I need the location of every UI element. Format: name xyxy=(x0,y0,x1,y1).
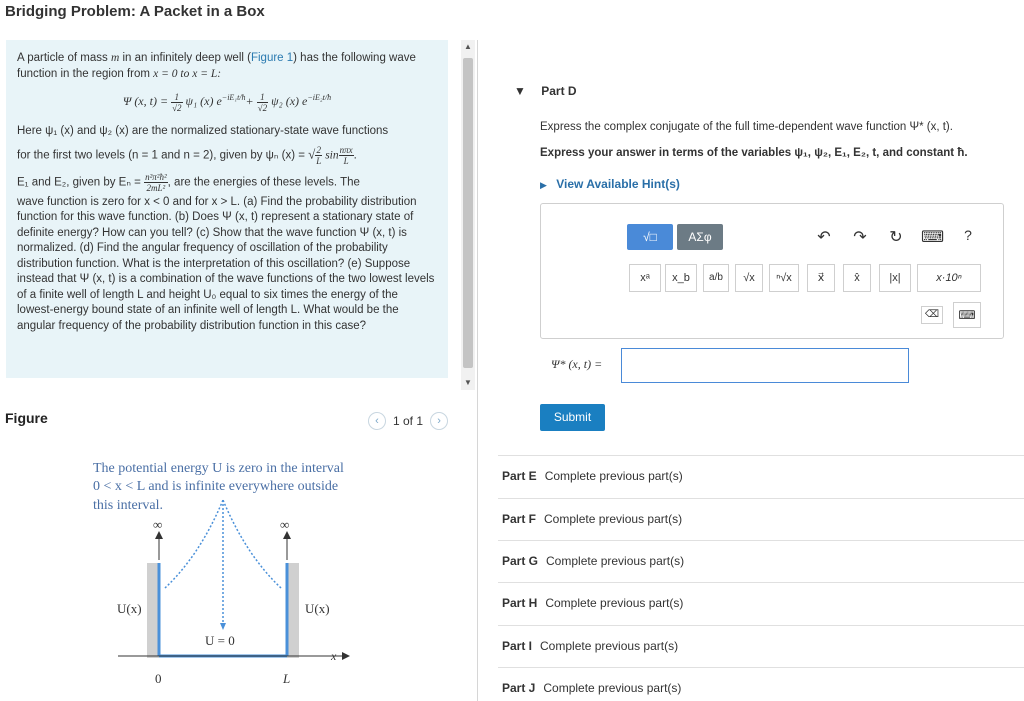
help-icon[interactable]: ? xyxy=(964,227,972,243)
answer-label: Ψ* (x, t) = xyxy=(551,357,603,371)
figure-caption-2: 0 < x < L and is infinite everywhere outside xyxy=(93,479,339,494)
page-title: Bridging Problem: A Packet in a Box xyxy=(5,3,265,20)
backspace-icon[interactable]: ⌫ xyxy=(921,306,943,324)
scroll-down-icon[interactable]: ▼ xyxy=(464,378,472,387)
pointer-left xyxy=(165,500,223,588)
divider xyxy=(498,498,1024,499)
potential-well-figure xyxy=(80,455,380,695)
right-infinity-label: ∞ xyxy=(280,517,290,532)
math-editor xyxy=(540,203,1004,339)
problem-energies: E₁ and E₂, given by Eₙ = $\frac{\text{n²π²ħ²}}{\text{2mL²}}$ , are the energies of these levels. The xyxy=(17,171,360,193)
sqrt-button[interactable]: √x xyxy=(735,264,763,292)
answer-input[interactable] xyxy=(621,348,909,383)
reset-icon[interactable]: ↻ xyxy=(889,229,903,246)
x-axis-arrow xyxy=(342,652,350,660)
divider xyxy=(498,625,1024,626)
figure-link[interactable]: Figure 1 xyxy=(250,52,294,64)
part-i-row[interactable]: Part I Complete previous part(s) xyxy=(502,639,679,653)
left-wall xyxy=(147,563,159,658)
problem-here-b: for the first two levels (n = 1 and n = 2), given by ψₙ (x) = √ $\frac{2}{L}$ sin $\frac{\text{nπx}}{L}$ . xyxy=(17,144,357,166)
figure-caption-1: The potential energy U is zero in the interval xyxy=(93,461,344,476)
divider xyxy=(498,455,1024,456)
figure-caption-3: this interval. xyxy=(93,498,163,513)
next-figure-button[interactable]: › xyxy=(430,412,448,430)
scroll-thumb[interactable] xyxy=(463,58,473,368)
pane-divider xyxy=(477,40,478,701)
part-h-row[interactable]: Part H Complete previous part(s) xyxy=(502,596,684,610)
problem-body: wave function is zero for x < 0 and for x > L. (a) Find the probability distribution function for this wave function. (b) Does Ψ (x, t) represent a stationary state of definite energy? How can you tell? (c) Show that the wave function Ψ (x, t) is normalized. (d) Find the angular frequency of oscillation of the probability distribution function. What is the interpretation of this oscillation? (e) Suppose instead that Ψ (x, t) is a combination of the wave functions of the two lowest levels of a finite well of length L and height U₀ equal to six times the energy of the lowest-energy bound state of an infinite well of length L. What would be the angular frequency of the probability distribution function in this case? xyxy=(17,195,435,332)
scroll-up-icon[interactable]: ▲ xyxy=(464,42,472,51)
vector-button[interactable]: x⃗ xyxy=(807,264,835,292)
u-zero-label: U = 0 xyxy=(205,633,235,648)
templates-button[interactable]: √□ xyxy=(627,224,673,250)
greek-symbols-button[interactable]: ΑΣφ xyxy=(677,224,723,250)
u-left-label: U(x) xyxy=(117,601,142,616)
part-d-header[interactable]: ▼ Part D xyxy=(514,84,577,98)
part-f-row[interactable]: Part F Complete previous part(s) xyxy=(502,512,683,526)
part-d-instruction: Express the complex conjugate of the full time-dependent wave function Ψ* (x, t). xyxy=(540,121,953,133)
figure-pager xyxy=(368,412,448,430)
expand-caret-icon: ▶ xyxy=(540,180,547,190)
pointer-right xyxy=(223,500,281,588)
tick-L: L xyxy=(283,671,291,686)
subscript-button[interactable]: x_b xyxy=(665,264,697,292)
problem-here-a: Here ψ₁ (x) and ψ₂ (x) are the normalized stationary-state wave functions xyxy=(17,124,389,137)
collapse-caret-icon[interactable]: ▼ xyxy=(514,84,526,98)
unit-vector-button[interactable]: x̂ xyxy=(843,264,871,292)
left-pane-scrollbar[interactable] xyxy=(461,40,475,390)
virtual-keyboard-icon[interactable]: ⌨ xyxy=(953,302,981,328)
left-infinity-label: ∞ xyxy=(153,517,163,532)
fraction-button[interactable]: a/b xyxy=(703,264,729,292)
prev-figure-button[interactable]: ‹ xyxy=(368,412,386,430)
right-wall xyxy=(287,563,299,658)
divider xyxy=(498,540,1024,541)
absolute-value-button[interactable]: |x| xyxy=(879,264,911,292)
u-right-label: U(x) xyxy=(305,601,330,616)
part-g-row[interactable]: Part G Complete previous part(s) xyxy=(502,554,685,568)
superscript-button[interactable]: xᵃ xyxy=(629,264,661,292)
problem-statement xyxy=(6,40,448,378)
redo-icon[interactable]: ↷ xyxy=(853,229,867,246)
keyboard-shortcuts-icon[interactable]: ⌨ xyxy=(921,229,945,246)
problem-intro: A particle of mass m in an infinitely deep well (Figure 1) has the following wave function in the region from x = 0 to x = L: xyxy=(17,52,416,80)
undo-icon[interactable]: ↶ xyxy=(817,229,831,246)
nth-root-button[interactable]: ⁿ√x xyxy=(769,264,799,292)
scientific-notation-button[interactable]: x·10ⁿ xyxy=(917,264,981,292)
part-j-row[interactable]: Part J Complete previous part(s) xyxy=(502,681,682,695)
wave-function-equation: Ψ (x, t) = $\frac{1}{√2}$ ψ₁ (x) $e^{-iE_1t/ħ}+$ $\frac{1}{√2}$ ψ₂ (x) $e^{-iE_2t/ħ}$ xyxy=(122,91,332,113)
figure-heading: Figure xyxy=(5,410,48,426)
submit-button[interactable]: Submit xyxy=(540,404,605,431)
divider xyxy=(498,667,1024,668)
tick-zero: 0 xyxy=(155,671,162,686)
view-hints-link[interactable]: ▶ View Available Hint(s) xyxy=(540,177,680,191)
part-d-variables: Express your answer in terms of the variables ψ₁, ψ₂, E₁, E₂, t, and constant ħ. xyxy=(540,147,968,159)
x-axis-label: x xyxy=(331,649,337,663)
figure-page-count: 1 of 1 xyxy=(393,414,424,428)
divider xyxy=(498,582,1024,583)
part-e-row[interactable]: Part E Complete previous part(s) xyxy=(502,469,683,483)
